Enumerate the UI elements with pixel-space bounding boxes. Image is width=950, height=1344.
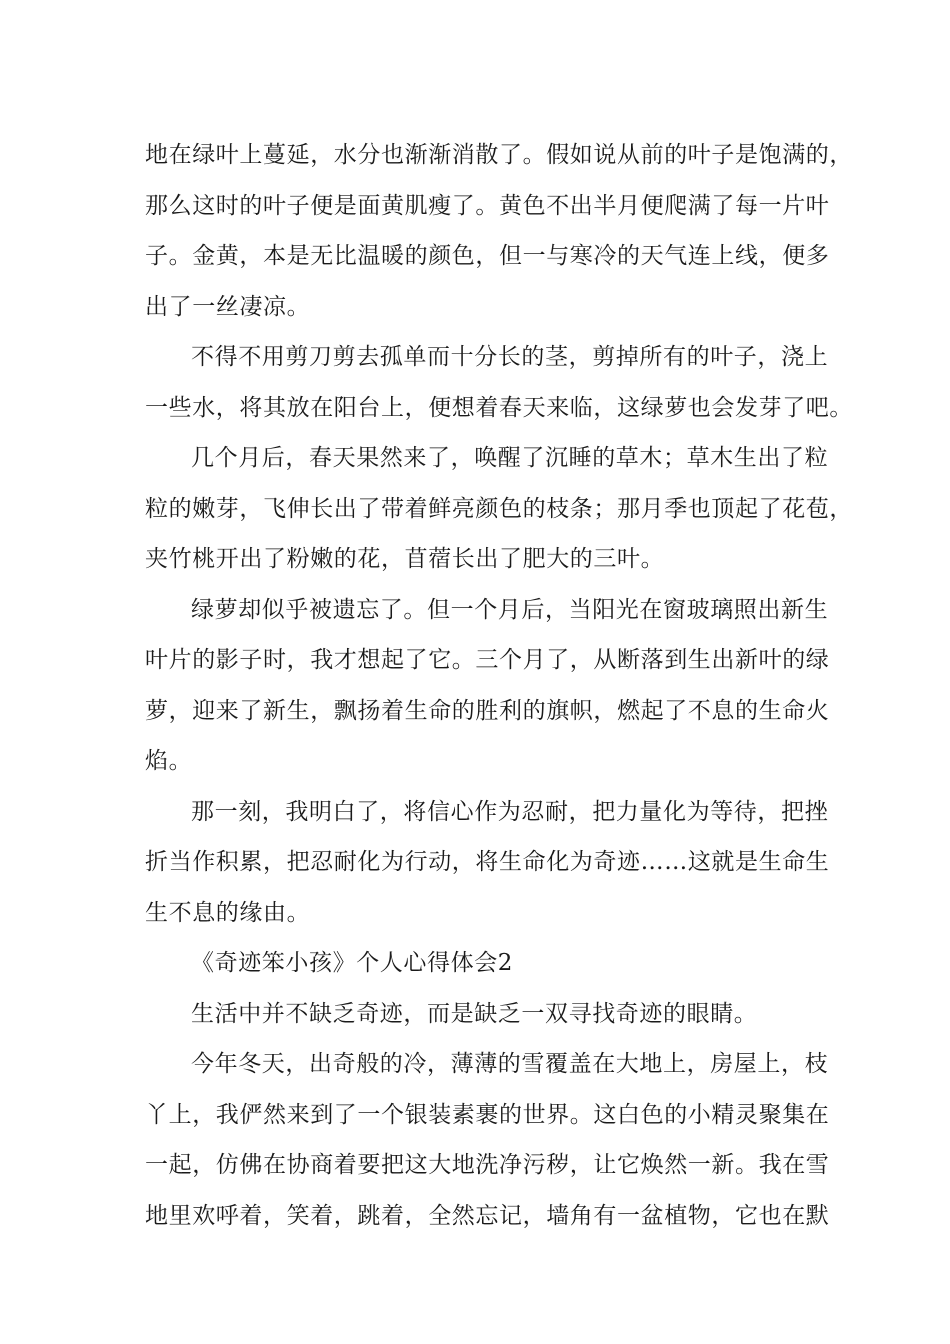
text-line: 丫上，我俨然来到了一个银装素裹的世界。这白色的小精灵聚集在: [145, 1101, 830, 1128]
paragraph-start-line: 那一刻，我明白了，将信心作为忍耐，把力量化为等待，把挫: [191, 798, 829, 825]
text-line: 一些水，将其放在阳台上，便想着春天来临，这绿萝也会发芽了吧。: [145, 394, 853, 421]
text-line: 生不息的缘由。: [145, 899, 311, 926]
paragraph-start-line: 几个月后，春天果然来了，唤醒了沉睡的草木；草木生出了粒: [191, 445, 829, 471]
text-line: 出了一丝凄凉。: [145, 293, 311, 320]
text-line: 子。金黄，本是无比温暖的颜色，但一与寒冷的天气连上线，便多: [145, 243, 830, 269]
text-line: 萝，迎来了新生，飘扬着生命的胜利的旗帜，燃起了不息的生命火: [145, 697, 830, 724]
text-line: 夹竹桃开出了粉嫩的花，苜蓿长出了肥大的三叶。: [145, 546, 665, 572]
text-line: 一起，仿佛在协商着要把这大地洗净污秽，让它焕然一新。我在雪: [145, 1152, 830, 1178]
text-line: 焰。: [145, 748, 193, 774]
paragraph-start-line: 不得不用剪刀剪去孤单而十分长的茎，剪掉所有的叶子，浇上: [191, 344, 829, 370]
text-line: 那么这时的叶子便是面黄肌瘦了。黄色不出半月便爬满了每一片叶: [145, 192, 830, 219]
document-body: [145, 130, 853, 1241]
paragraph-start-line: 生活中并不缺乏奇迹，而是缺乏一双寻找奇迹的眼睛。: [191, 1000, 758, 1027]
paragraph-start-line: 绿萝却似乎被遗忘了。但一个月后，当阳光在窗玻璃照出新生: [191, 596, 829, 623]
text-line: 折当作积累，把忍耐化为行动，将生命化为奇迹……这就是生命生: [145, 849, 830, 875]
text-line: 叶片的影子时，我才想起了它。三个月了，从断落到生出新叶的绿: [145, 647, 830, 673]
paragraph-start-line: 今年冬天，出奇般的冷，薄薄的雪覆盖在大地上，房屋上，枝: [191, 1051, 829, 1077]
text-line: 粒的嫩芽，飞伸长出了带着鲜亮颜色的枝条；那月季也顶起了花苞，: [145, 495, 853, 522]
text-line: 地在绿叶上蔓延，水分也渐渐消散了。假如说从前的叶子是饱满的，: [145, 142, 853, 168]
section-heading: 《奇迹笨小孩》个人心得体会2: [191, 950, 514, 976]
text-line: 地里欢呼着，笑着，跳着，全然忘记，墙角有一盆植物，它也在默: [145, 1202, 830, 1229]
